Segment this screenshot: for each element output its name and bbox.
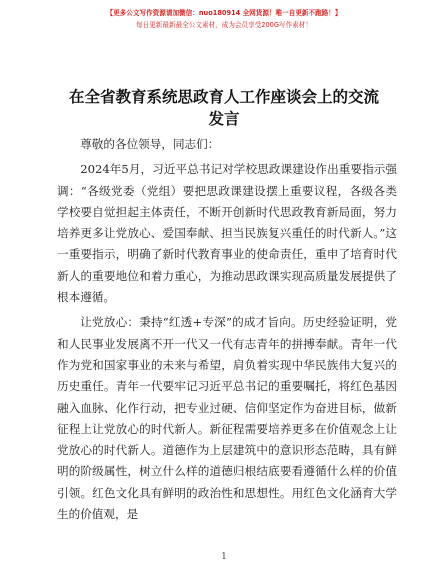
title-line-1: 在全省教育系统思政育人工作座谈会上的交流 [68, 88, 379, 106]
salutation: 尊敬的各位领导，同志们： [80, 137, 220, 151]
promo-banner-line1: 【更多公文写作资源请加微信：nuo180914 全网货源！唯一自更新不跑路！】 [106, 9, 342, 17]
document-body [57, 134, 397, 529]
title-line-2: 发言 [208, 110, 240, 128]
paragraph-1: 2024年5月，习近平总书记对学校思政课建设作出重要指示强调：“各级党委（党组）要把思政课建设摆上重要议程，各级各类学校要自觉担起主体责任，不断开创新时代思政教育新局面，努力培养更多让党放心、爱国奉献、担当民族复兴重任的时代新人。”这一重要指示，明确了新时代教育事业的使命责任，重申了培育时代新人的重要地位和着力重心，为推动思政课实现高质量发展提供了根本遵循。 [57, 162, 397, 305]
document-title [40, 86, 408, 130]
promo-banner-line2: 每日更新最新最全公文素材，成为会员享受200G写作素材！ [136, 21, 312, 29]
paragraph-2: 让党放心：秉持“红透+专深”的成才旨向。历史经验证明，党和人民事业发展离不开一代又一代有志青年的拼搏奉献。青年一代作为党和国家事业的未来与希望，肩负着实现中华民族伟大复兴的历史重任。青年一代要牢记习近平总书记的重要嘱托，将红色基因融入血脉、化作行动，把专业过硬、信仰坚定作为奋进目标，做新征程上让党放心的时代新人。新征程需要培养更多在价值观念上让党放心的时代新人。道德作为上层建筑中的意识形态范畴，具有鲜明的阶级属性，树立什么样的道德归根结底要看遵循什么样的价值引领。红色文化具有鲜明的政治性和思想性。用红色文化涵育大学生的价值观，是 [57, 315, 397, 522]
page-number: 1 [221, 552, 227, 562]
